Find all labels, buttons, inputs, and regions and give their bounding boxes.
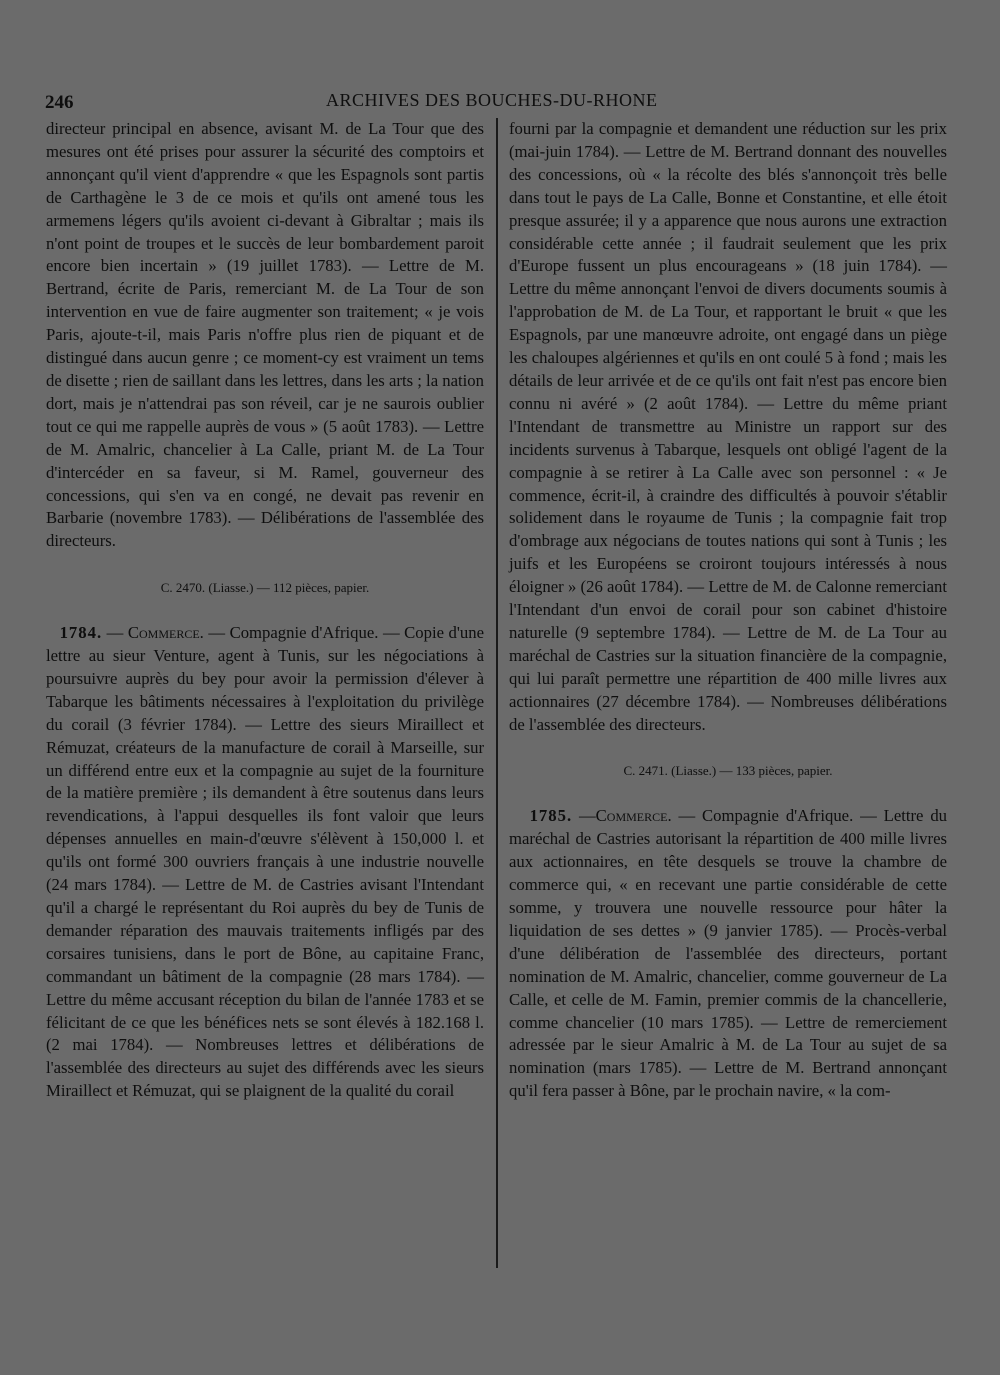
left-continued-paragraph: directeur principal en absence, avisant M. de La Tour que des mesures ont été prises pour assurer la sécurité des comptoirs et annonçant qu'il vient d'apprendre « que les Espagnols sont partis de Carthagène le 3 de ce mois et qu'ils ont amené tous les armemens légers qu'ils avoient ci-devant à Gibraltar ; mais ils n'ont point de troupes et le succès de leur bombardement paroit encore bien incertain » (19 juillet 1783). — Lettre de M. Bertrand, écrite de Paris, remerciant M. de La Tour de son intervention en vue de faire augmenter son traitement; « je vois Paris, ajoute-t-il, mais Paris n'offre plus rien de piquant et de distingué dans aucun genre ; ce moment-cy est vraiment un tems de disette ; rien de saillant dans les lettres, dans les arts ; la nation dort, mais je n'attendrai pas son réveil, car je ne saurois oublier tout ce qui me rappelle auprès de vous » (5 août 1783). — Lettre de M. Amalric, chancelier à La Calle, priant M. de La Tour d'intercéder en sa faveur, si M. Ramel, gouverneur des concessions, qui s'en va en congé, ne devait pas revenir en Barbarie (novembre 1783). — Délibérations de l'assemblée des directeurs. bbox=[46, 119, 484, 551]
page-number: 246 bbox=[45, 92, 74, 113]
left-entry-year: 1784. bbox=[59, 623, 103, 643]
right-entry-text: . — Compagnie d'Afrique. — Lettre du maréchal de Castries autorisant la répartition de 400 mille livres aux actionnaires, en tête desquels se trouve la chambre de commerce qui, « en recevant une partie considérable de cette somme, y trouvera une nouvelle ressource pour hâter la liquidation de ses dettes » (9 janvier 1785). — Procès-verbal d'une délibération de l'assemblée des directeurs, portant nomination de M. Amalric, chancelier, comme gouverneur de La Calle, et celle de M. Famin, premier commis de la chancellerie, comme chancelier (10 mars 1785). — Lettre de remerciement adressée par le sieur Amalric à M. de La Tour au sujet de sa nomination (mars 1785). — Lettre de M. Bertrand annonçant qu'il fera passer à Bône, par le prochain navire, « la com- bbox=[509, 806, 948, 1101]
right-entry-paragraph bbox=[509, 805, 947, 1103]
left-entry-dash: — bbox=[102, 623, 128, 643]
right-entry-year: 1785. bbox=[529, 806, 573, 826]
right-entry-dash: — bbox=[572, 806, 596, 826]
right-inventory-caption: C. 2471. (Liasse.) — 133 pièces, papier. bbox=[623, 763, 833, 779]
right-column bbox=[509, 118, 947, 1103]
running-title: ARCHIVES DES BOUCHES-DU-RHONE bbox=[326, 90, 658, 110]
right-entry-heading: Commerce bbox=[595, 806, 668, 826]
left-entry-paragraph bbox=[46, 622, 484, 1103]
left-entry-heading: Commerce bbox=[127, 623, 200, 643]
column-divider bbox=[496, 118, 498, 1268]
left-entry-text: . — Compagnie d'Afrique. — Copie d'une lettre au sieur Venture, agent à Tunis, sur les négociations à poursuivre auprès du bey pour avoir la permission d'élever à Tabarque les bâtiments nécessaires à l'exploitation du privilège du corail (3 février 1784). — Lettre des sieurs Miraillect et Rémuzat, créateurs de la manufacture de corail à Marseille, sur un différend entre eux et la compagnie au sujet de la fourniture de la matière première ; ils demandent à être soutenus dans leurs revendications, à l'appui desquelles ils font valoir que leurs dépenses annuelles en main-d'œuvre s'élèvent à 150,000 l. et qu'ils ont formé 300 ouvriers français à une industrie nouvelle (24 mars 1784). — Lettre de M. de Castries avisant l'Intendant qu'il a chargé le représentant du Roi auprès du bey de Tunis de demander réparation des mauvais traitements infligés par des corsaires tunisiens, dans le port de Bône, au capitaine Franc, commandant un bâtiment de la compagnie (28 mars 1784). — Lettre du même accusant réception du bilan de l'année 1783 et se félicitant de ce que les bénéfices nets se sont élevés à 182.168 l. (2 mai 1784). — Nombreuses lettres et délibérations de l'assemblée des directeurs au sujet des différends avec les sieurs Miraillect et Rémuzat, qui se plaignent de la qualité du corail bbox=[46, 623, 485, 1101]
left-column bbox=[46, 118, 484, 1103]
right-continued-paragraph: fourni par la compagnie et demandent une réduction sur les prix (mai-juin 1784). — Lettre de M. Bertrand donnant des nouvelles des concessions, où « la récolte des blés s'annonçoit très belle dans tout le pays de La Calle, Bonne et Constantine, et elle étoit presque assurée; il y a apparence que nous aurons une extraction considérable cette année ; il faudrait seulement que les prix d'Europe fussent un plus encourageans » (18 juin 1784). — Lettre du même annonçant l'envoi de divers documents soumis à l'approbation de M. de La Tour, et rapportant le bruit « que les Espagnols, par une manœuvre adroite, ont engagé dans un piège les chaloupes algériennes et qu'ils en ont coulé 5 à fond ; mais les détails de leur arrivée et de ce qu'ils ont fait n'est pas encore bien connu ni avéré » (2 août 1784). — Lettre du même priant l'Intendant de transmettre au Ministre un rapport sur des incidents survenus à Tabarque, lesquels ont obligé l'agent de la compagnie à se retirer à La Calle avec son personnel : « Je commence, écrit-il, à craindre des difficultés à pouvoir s'établir solidement dans le royaume de Tunis ; la compagnie fait trop d'ombrage aux négocians de toutes nations qui sont à Tunis ; les juifs et les Européens se croiront toujours intéressés à nous éloigner » (26 août 1784). — Lettre de M. de Calonne remerciant l'Intendant d'un envoi de corail pour son cabinet d'histoire naturelle (9 septembre 1784). — Lettre de M. de La Tour au maréchal de Castries sur la situation financière de la compagnie, qui lui paraît permettre une répartition de 400 mille livres aux actionnaires (27 décembre 1784). — Nombreuses délibérations de l'assemblée des directeurs. bbox=[509, 119, 947, 734]
left-inventory-caption: C. 2470. (Liasse.) — 112 pièces, papier. bbox=[160, 580, 370, 596]
